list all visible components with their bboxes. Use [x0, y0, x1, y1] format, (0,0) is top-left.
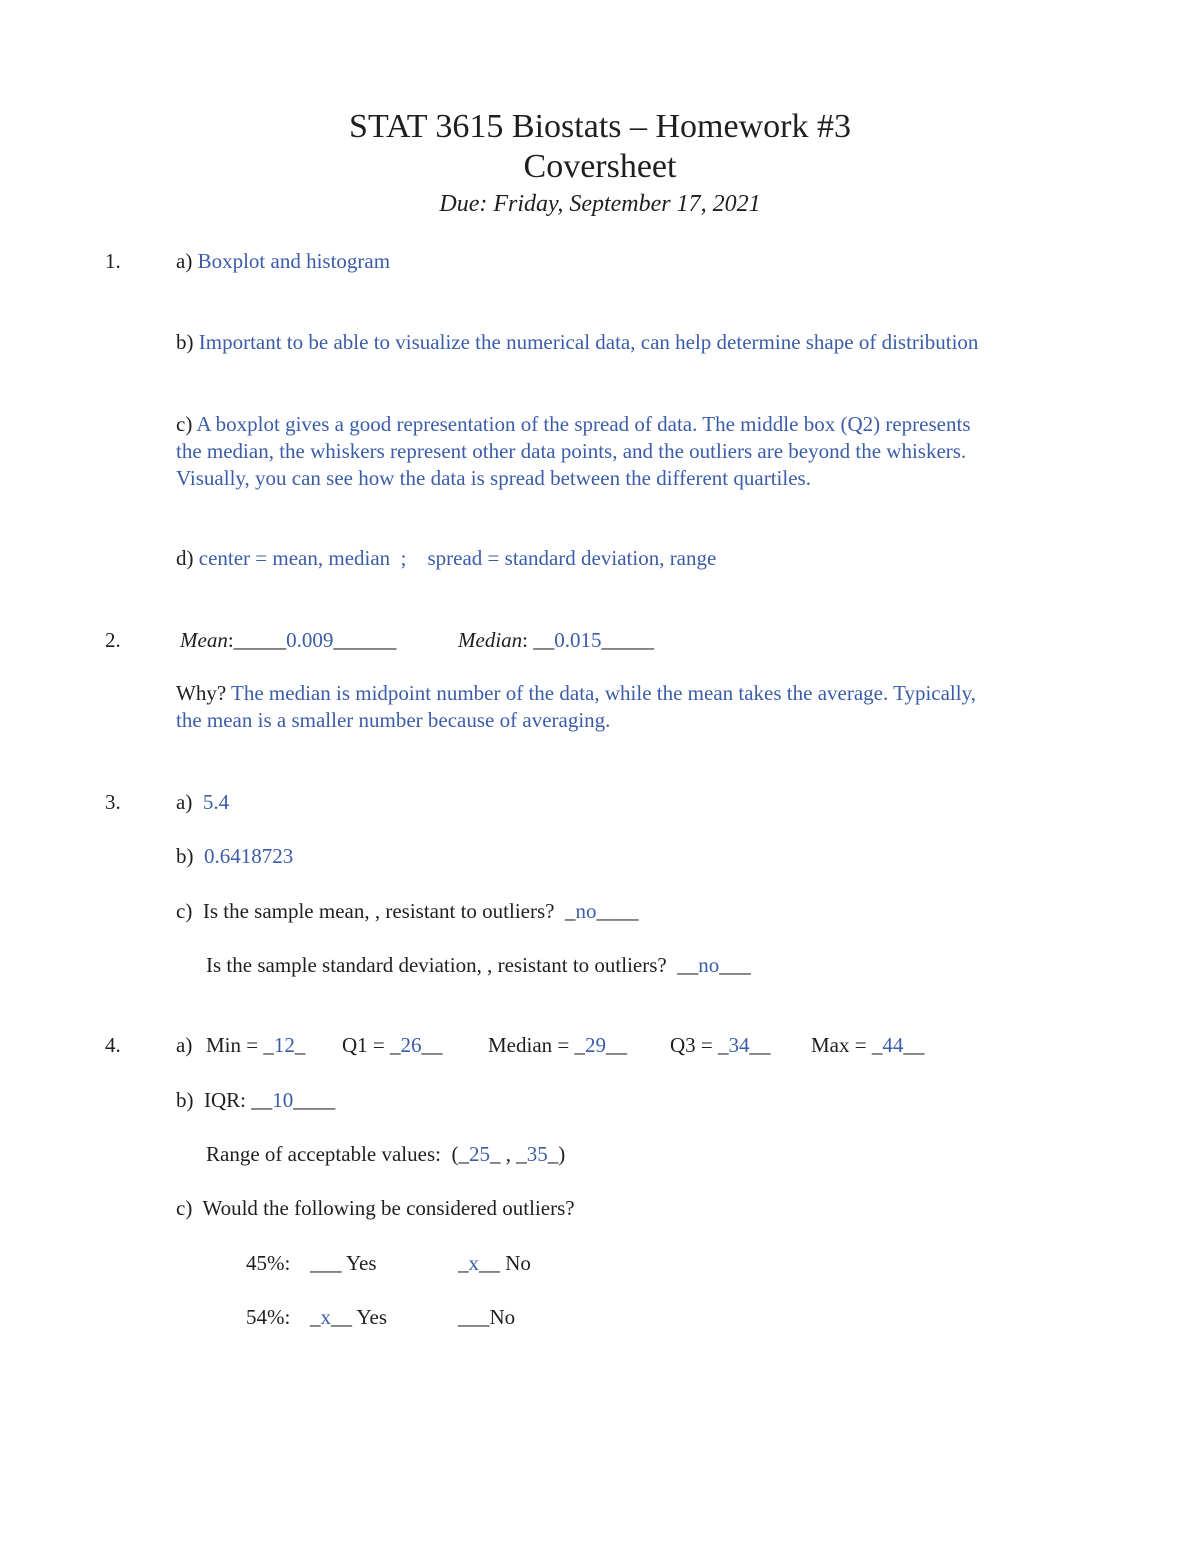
iqr-pre: __ — [251, 1088, 273, 1112]
q1a-answer: Boxplot and histogram — [197, 249, 391, 273]
q1-label: Q1 = — [342, 1033, 391, 1057]
row54-yes-pre: _ — [310, 1305, 321, 1329]
range-pre2: _ — [516, 1142, 527, 1166]
q1a-prefix: a) — [176, 249, 193, 273]
q3b-prefix: b) — [176, 844, 194, 868]
q3-part-a — [176, 789, 229, 816]
median4-label: Median = — [488, 1033, 575, 1057]
q3-part-c-2 — [206, 952, 751, 979]
row45-yes-blank: ___ — [310, 1251, 342, 1275]
q4-part-a-prefix: a) — [176, 1033, 193, 1057]
row45-no-label: No — [500, 1251, 531, 1275]
q3c-question2: Is the sample standard deviation, , resistant to outliers? — [206, 953, 667, 977]
range-post1: _ — [489, 1142, 501, 1166]
range-sep: , — [500, 1142, 517, 1166]
row45-no-pre: _ — [458, 1251, 469, 1275]
why-answer-line2: the mean is a smaller number because of averaging. — [176, 708, 611, 732]
iqr-label: IQR: — [204, 1088, 252, 1112]
q1b-answer: Important to be able to visualize the numerical data, can help determine shape of distribution — [198, 330, 979, 354]
mean-value: 0.009 — [286, 628, 334, 652]
q1-post: __ — [421, 1033, 443, 1057]
due-date: Due: Friday, September 17, 2021 — [439, 191, 761, 217]
q1c-answer-line2: the median, the whiskers represent other data points, and the outliers are beyond the whiskers. — [176, 439, 967, 463]
row54-yes-mark: x — [320, 1305, 331, 1329]
q1-part-a — [176, 248, 390, 275]
row45-label: 45%: — [246, 1251, 291, 1275]
range-label: Range of acceptable values: ( — [206, 1142, 459, 1166]
row45-no-post: __ — [479, 1251, 500, 1275]
q3-part-c — [176, 898, 639, 925]
question-3-number: 3. — [105, 790, 121, 814]
median4-value: 29 — [585, 1033, 606, 1057]
range-pre1: _ — [458, 1142, 469, 1166]
q1-part-d — [176, 545, 716, 572]
q4-median — [488, 1032, 627, 1059]
iqr-post: ____ — [293, 1088, 336, 1112]
row45-yes-label: Yes — [341, 1251, 377, 1275]
row54-no-label: No — [489, 1305, 516, 1329]
row54-yes-label: Yes — [352, 1305, 388, 1329]
median4-pre: _ — [574, 1033, 585, 1057]
q4-q1 — [342, 1032, 443, 1059]
question-2-number: 2. — [105, 628, 121, 652]
q3a-answer: 5.4 — [202, 790, 230, 814]
min-label: Min = — [206, 1033, 264, 1057]
mean-label: Mean — [180, 628, 228, 652]
q1c-prefix: c) — [176, 412, 193, 436]
q3a-prefix: a) — [176, 790, 193, 814]
q3-post: __ — [749, 1033, 771, 1057]
page-title: STAT 3615 Biostats – Homework #3 — [349, 108, 851, 145]
q3c-prefix: c) — [176, 899, 193, 923]
q1-value: 26 — [400, 1033, 422, 1057]
q3c-answer1: no — [575, 899, 597, 923]
mean-blank-pre: _____ — [233, 628, 287, 652]
q3c-blank2-pre: __ — [677, 953, 699, 977]
q3c-answer2: no — [698, 953, 720, 977]
q3c-blank2-post: ___ — [719, 953, 751, 977]
row54-label: 54%: — [246, 1305, 291, 1329]
median4-post: __ — [606, 1033, 627, 1057]
q3c-blank1-pre: _ — [565, 899, 576, 923]
page-subtitle: Coversheet — [523, 148, 677, 185]
min-pre: _ — [263, 1033, 274, 1057]
q4-q3 — [670, 1032, 771, 1059]
median-value: 0.015 — [554, 628, 602, 652]
q1c-answer-line1: A boxplot gives a good representation of the spread of data. The middle box (Q2) represents — [196, 412, 971, 436]
max-label: Max = — [811, 1033, 872, 1057]
q3-label: Q3 = — [670, 1033, 719, 1057]
q3b-answer: 0.6418723 — [204, 844, 294, 868]
max-pre: _ — [871, 1033, 883, 1057]
median-blank-pre: __ — [533, 628, 555, 652]
q4-max — [811, 1032, 924, 1059]
row45-no — [458, 1250, 531, 1277]
q4-range — [206, 1141, 565, 1168]
why-label: Why? — [176, 681, 227, 705]
q1-pre: _ — [390, 1033, 401, 1057]
q3c-question1: Is the sample mean, , resistant to outliers? — [202, 899, 555, 923]
row54-yes — [310, 1304, 387, 1331]
median-colon: : — [522, 628, 534, 652]
q1c-answer-line3: Visually, you can see how the data is spread between the different quartiles. — [176, 466, 811, 490]
range-high: 35 — [526, 1142, 548, 1166]
q1d-answer: center = mean, median ; spread = standard deviation, range — [198, 546, 717, 570]
min-value: 12 — [273, 1033, 295, 1057]
q2-median — [458, 627, 654, 654]
q3c-blank1-post: ____ — [596, 899, 639, 923]
iqr-value: 10 — [272, 1088, 294, 1112]
max-value: 44 — [882, 1033, 904, 1057]
range-post2: _ — [547, 1142, 559, 1166]
range-low: 25 — [468, 1142, 490, 1166]
q1-part-c — [176, 411, 971, 492]
row45-no-mark: x — [468, 1251, 479, 1275]
min-post: _ — [294, 1033, 306, 1057]
max-post: __ — [903, 1033, 925, 1057]
q4b-prefix: b) — [176, 1088, 194, 1112]
q4c-prefix: c) — [176, 1196, 193, 1220]
mean-blank-post: ______ — [333, 628, 397, 652]
q1-part-b — [176, 329, 978, 356]
row54-no — [458, 1304, 515, 1331]
range-close: ) — [558, 1142, 566, 1166]
question-1-number: 1. — [105, 249, 121, 273]
q4c-question: Would the following be considered outliers? — [202, 1196, 575, 1220]
q1b-prefix: b) — [176, 330, 194, 354]
q4-part-c — [176, 1195, 575, 1222]
q3-pre: _ — [718, 1033, 729, 1057]
why-answer-line1: The median is midpoint number of the data, while the mean takes the average. Typically, — [231, 681, 976, 705]
median-label: Median — [458, 628, 523, 652]
q2-why — [176, 680, 976, 734]
q1d-prefix: d) — [176, 546, 194, 570]
q4-part-b — [176, 1087, 335, 1114]
mean-colon: : — [227, 628, 234, 652]
q2-mean — [180, 627, 396, 654]
q3-part-b — [176, 843, 293, 870]
median-blank-post: _____ — [601, 628, 654, 652]
row54-no-blank: ___ — [458, 1305, 490, 1329]
row54-yes-post: __ — [331, 1305, 352, 1329]
q3-value: 34 — [728, 1033, 750, 1057]
row45-yes — [310, 1250, 377, 1277]
q4-min — [206, 1032, 305, 1059]
question-4-number: 4. — [105, 1033, 121, 1057]
